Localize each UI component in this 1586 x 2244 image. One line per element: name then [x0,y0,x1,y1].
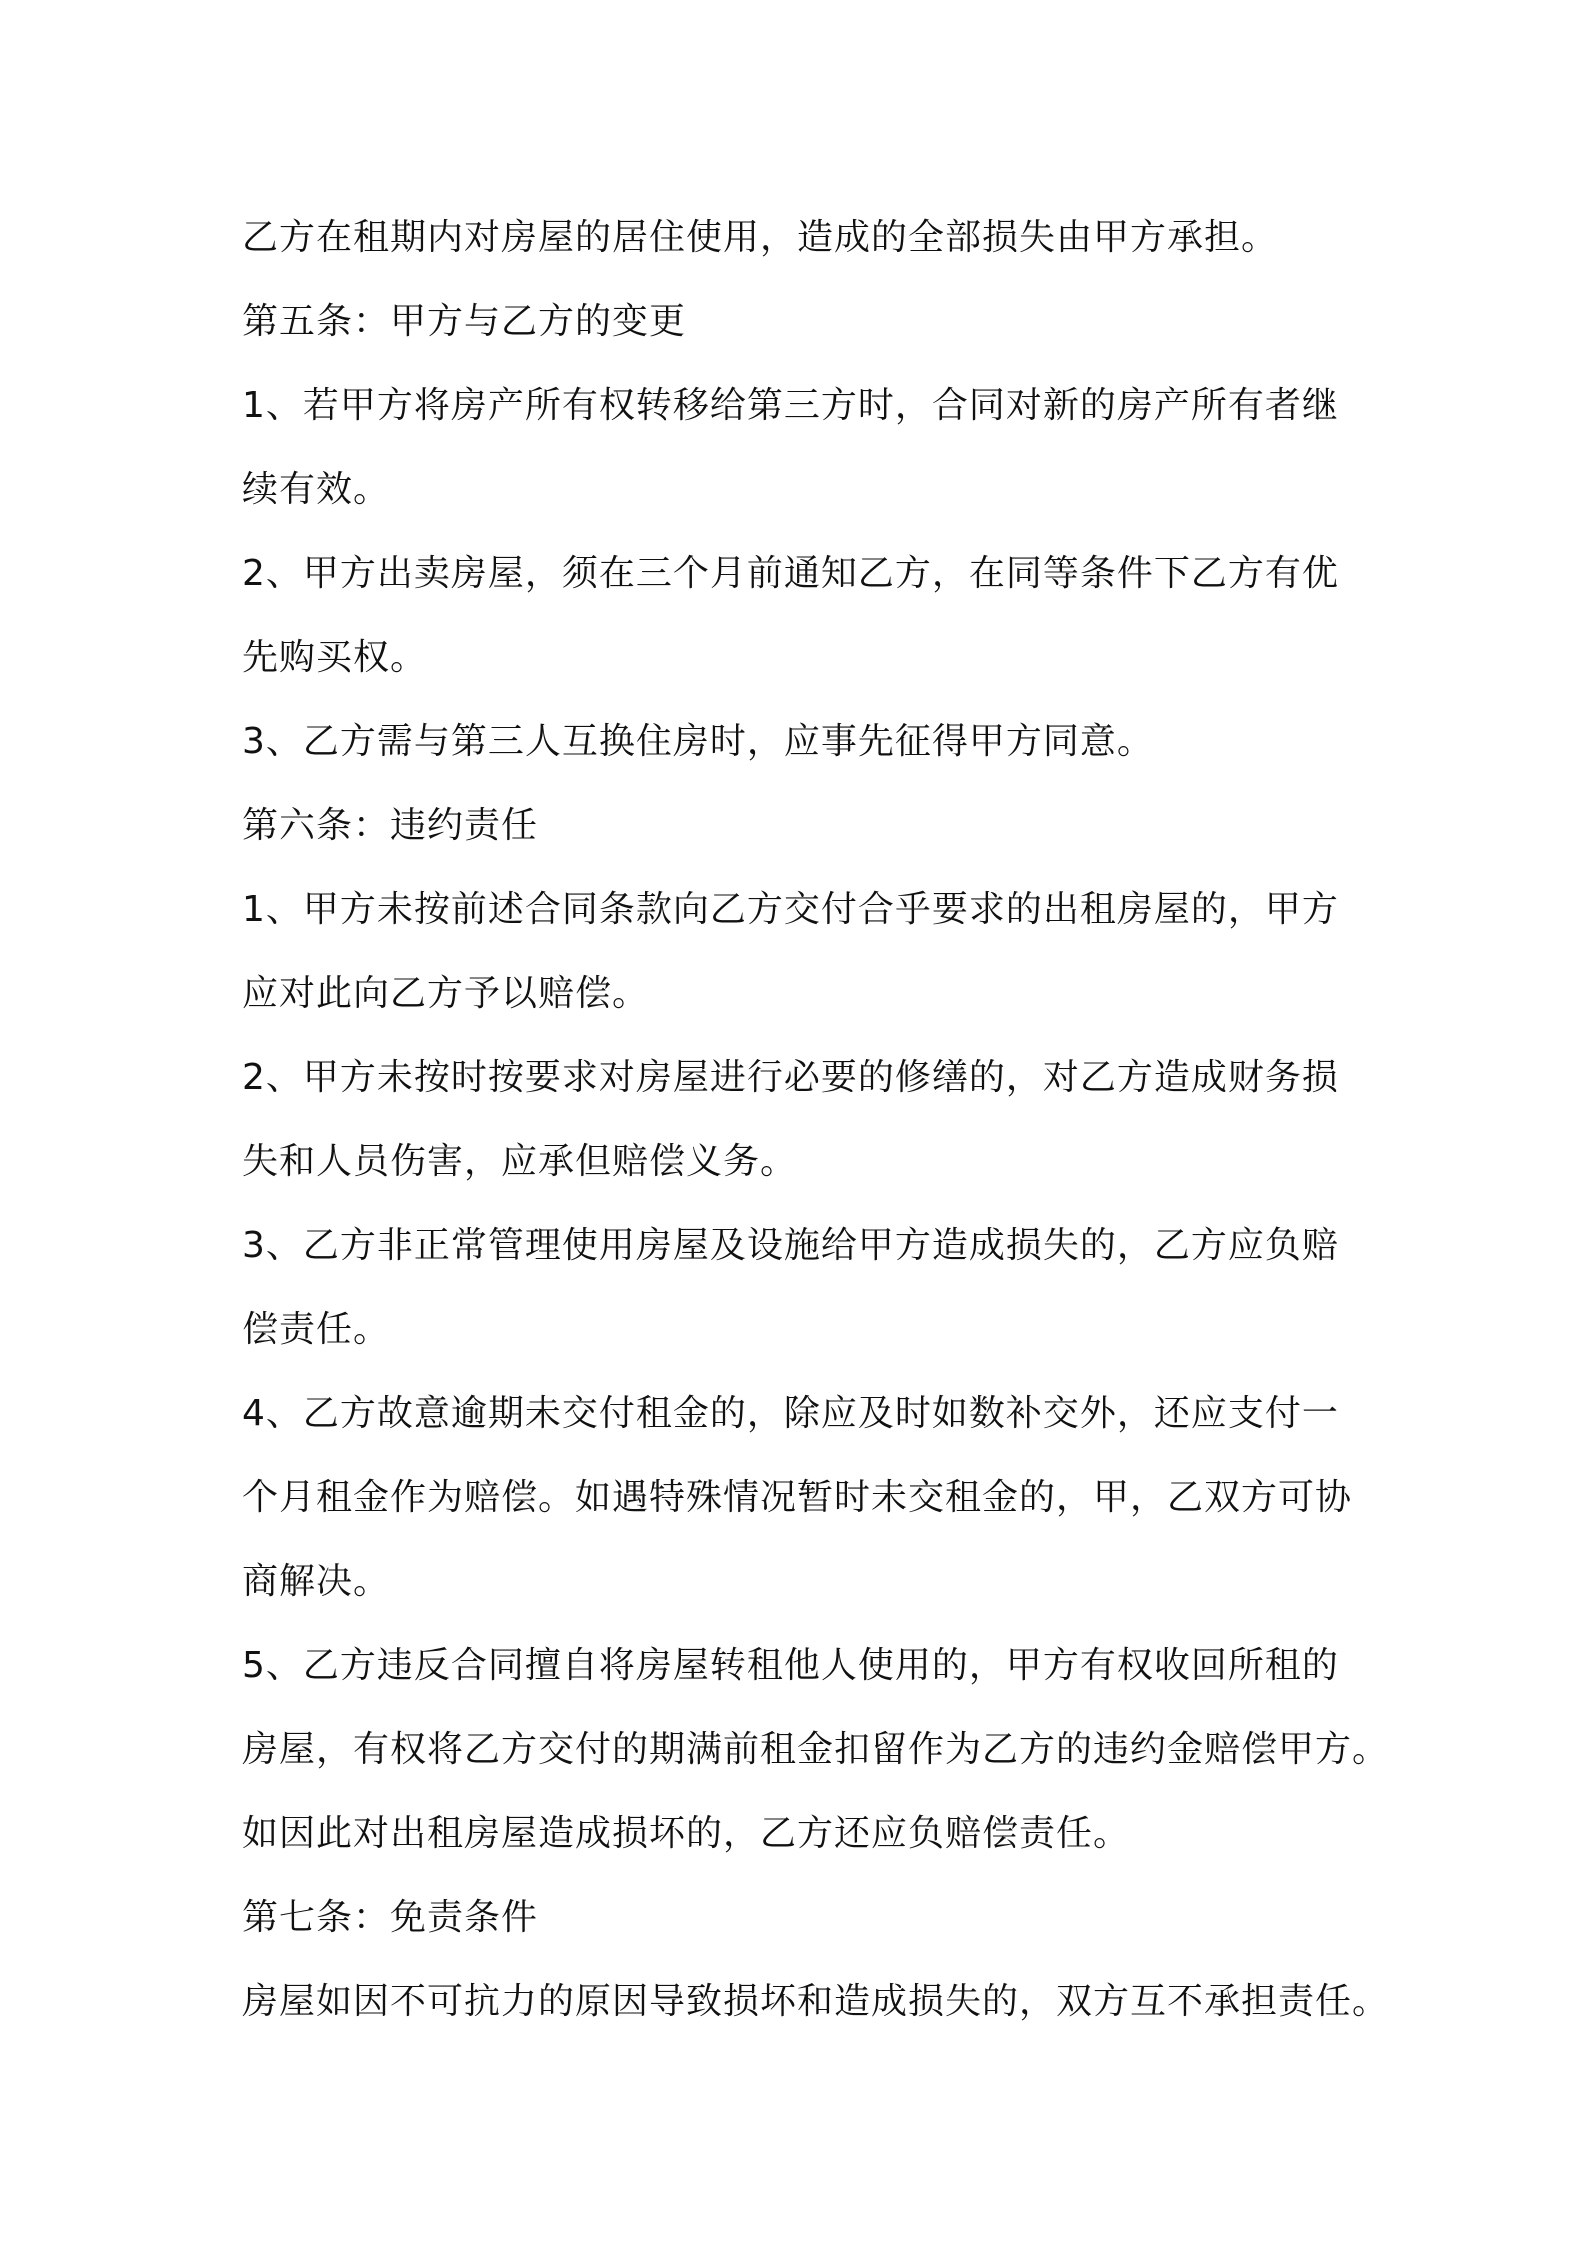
paragraph-line: 应对此向乙方予以赔偿。 [242,973,650,1014]
paragraph-line: 1、若甲方将房产所有权转移给第三方时，合同对新的房产所有者继 [242,385,1339,426]
paragraph-line: 如因此对出租房屋造成损坏的，乙方还应负赔偿责任。 [242,1813,1131,1854]
paragraph-line: 2、甲方未按时按要求对房屋进行必要的修缮的，对乙方造成财务损 [242,1057,1339,1098]
paragraph-line: 5、乙方违反合同擅自将房屋转租他人使用的，甲方有权收回所租的 [242,1645,1339,1686]
paragraph-line: 房屋，有权将乙方交付的期满前租金扣留作为乙方的违约金赔偿甲方。 [242,1729,1390,1770]
paragraph-line: 商解决。 [242,1561,391,1602]
document-body [242,196,1390,2044]
paragraph-line: 失和人员伤害，应承但赔偿义务。 [242,1141,798,1182]
paragraph-line: 4、乙方故意逾期未交付租金的，除应及时如数补交外，还应支付一 [242,1393,1339,1434]
paragraph-line: 3、乙方非正常管理使用房屋及设施给甲方造成损失的，乙方应负赔 [242,1225,1339,1266]
section-heading-6: 第六条：违约责任 [242,805,539,846]
paragraph-line: 个月租金作为赔偿。如遇特殊情况暂时未交租金的，甲，乙双方可协 [242,1477,1353,1518]
section-heading-5: 第五条：甲方与乙方的变更 [242,301,687,342]
paragraph-line: 续有效。 [242,469,391,510]
paragraph-line: 房屋如因不可抗力的原因导致损坏和造成损失的，双方互不承担责任。 [242,1981,1390,2022]
paragraph-line: 先购买权。 [242,637,428,678]
paragraph-line: 1、甲方未按前述合同条款向乙方交付合乎要求的出租房屋的，甲方 [242,889,1339,930]
section-heading-7: 第七条：免责条件 [242,1897,539,1938]
paragraph-line: 2、甲方出卖房屋，须在三个月前通知乙方，在同等条件下乙方有优 [242,553,1339,594]
paragraph-line: 乙方在租期内对房屋的居住使用，造成的全部损失由甲方承担。 [242,217,1279,258]
paragraph-line: 3、乙方需与第三人互换住房时，应事先征得甲方同意。 [242,721,1154,762]
paragraph-line: 偿责任。 [242,1309,391,1350]
